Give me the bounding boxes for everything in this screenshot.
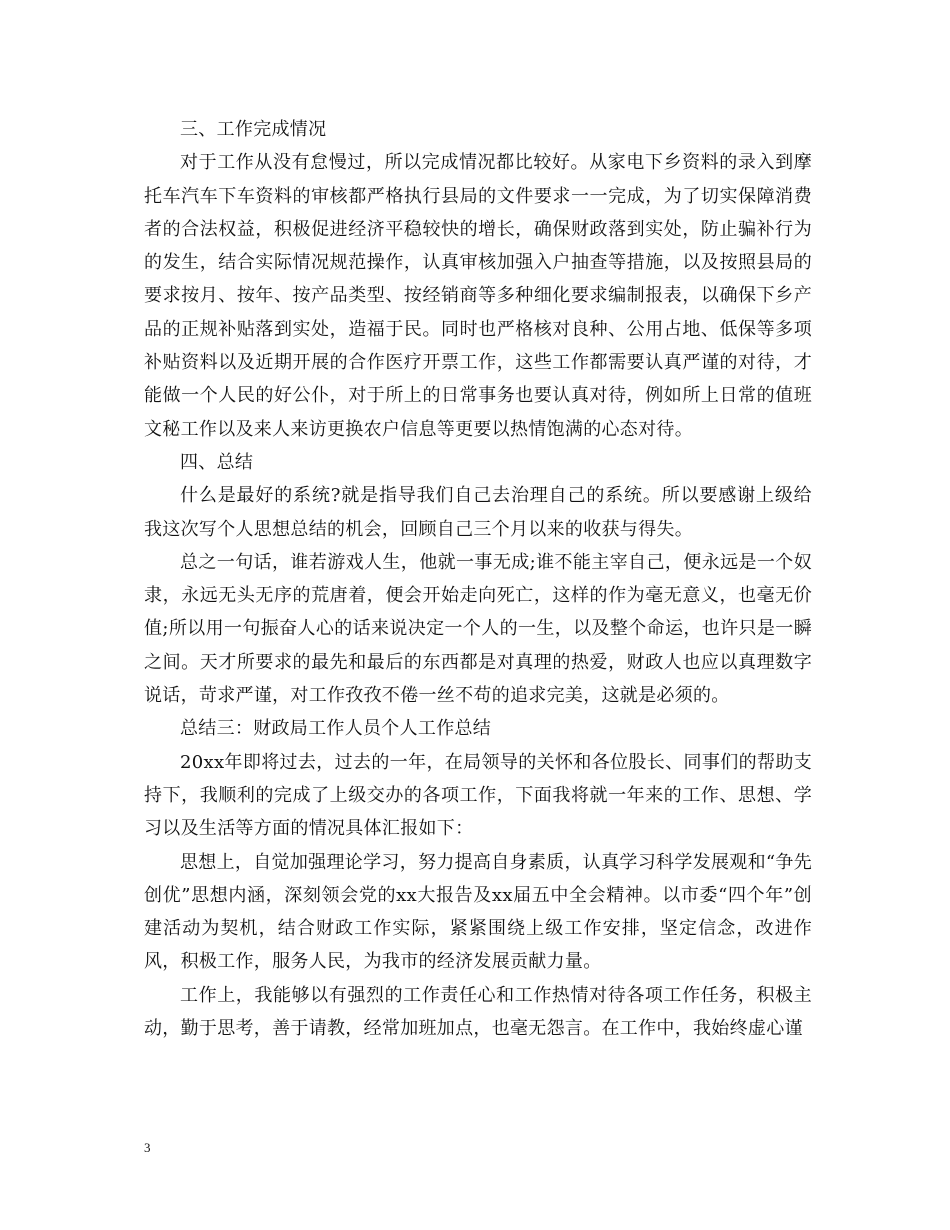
summary-three-heading: 总结三：财政局工作人员个人工作总结 bbox=[180, 718, 492, 740]
document-page bbox=[144, 113, 812, 1045]
section-heading-4: 四、总结 bbox=[180, 451, 254, 473]
paragraph-best-system: 什么是最好的系统?就是指导我们自己去治理自己的系统。所以要感谢上级给我这次写个人思想总结的机会，回顾自己三个月以来的收获与得失。 bbox=[144, 485, 812, 540]
paragraph-ideology: 思想上，自觉加强理论学习，努力提高自身素质，认真学习科学发展观和“争先创优”思想内涵，深刻领会党的xx大报告及xx届五中全会精神。以市委“四个年”创建活动为契机，结合财政工作实际，紧紧围绕上级工作安排，坚定信念，改进作风，积极工作，服务人民，为我市的经济发展贡献力量。 bbox=[144, 851, 812, 973]
paragraph-in-short: 总之一句话，谁若游戏人生，他就一事无成;谁不能主宰自己，便永远是一个奴隶，永远无头无序的荒唐着，便会开始走向死亡，这样的作为毫无意义，也毫无价值;所以用一句振奋人心的话来说决定一个人的一生，以及整个命运，也许只是一瞬之间。天才所要求的最先和最后的东西都是对真理的热爱，财政人也应以真理数字说话，苛求严谨，对工作孜孜不倦一丝不苟的追求完美，这就是必须的。 bbox=[144, 551, 812, 707]
section-heading-3: 三、工作完成情况 bbox=[180, 119, 327, 140]
paragraph-work: 工作上，我能够以有强烈的工作责任心和工作热情对待各项工作任务，积极主动，勤于思考，善于请教，经常加班加点，也毫无怨言。在工作中，我始终虚心谨 bbox=[144, 984, 812, 1040]
paragraph-year-intro: 20xx年即将过去，过去的一年，在局领导的关怀和各位股长、同事们的帮助支持下，我顺利的完成了上级交办的各项工作，下面我将就一年来的工作、思想、学习以及生活等方面的情况具体汇报如下： bbox=[144, 751, 812, 840]
paragraph-work-completion: 对于工作从没有怠慢过，所以完成情况都比较好。从家电下乡资料的录入到摩托车汽车下车资料的审核都严格执行县局的文件要求一一完成，为了切实保障消费者的合法权益，积极促进经济平稳较快的增长，确保财政落到实处，防止骗补行为的发生，结合实际情况规范操作，认真审核加强入户抽查等措施，以及按照县局的要求按月、按年、按产品类型、按经销商等多种细化要求编制报表，以确保下乡产品的正规补贴落到实处，造福于民。同时也严格核对良种、公用占地、低保等多项补贴资料以及近期开展的合作医疗开票工作，这些工作都需要认真严谨的对待，才能做一个人民的好公仆，对于所上的日常事务也要认真对待，例如所上日常的值班文秘工作以及来人来访更换农户信息等更要以热情饱满的心态对待。 bbox=[144, 152, 812, 440]
page-number: 3 bbox=[144, 1140, 151, 1155]
